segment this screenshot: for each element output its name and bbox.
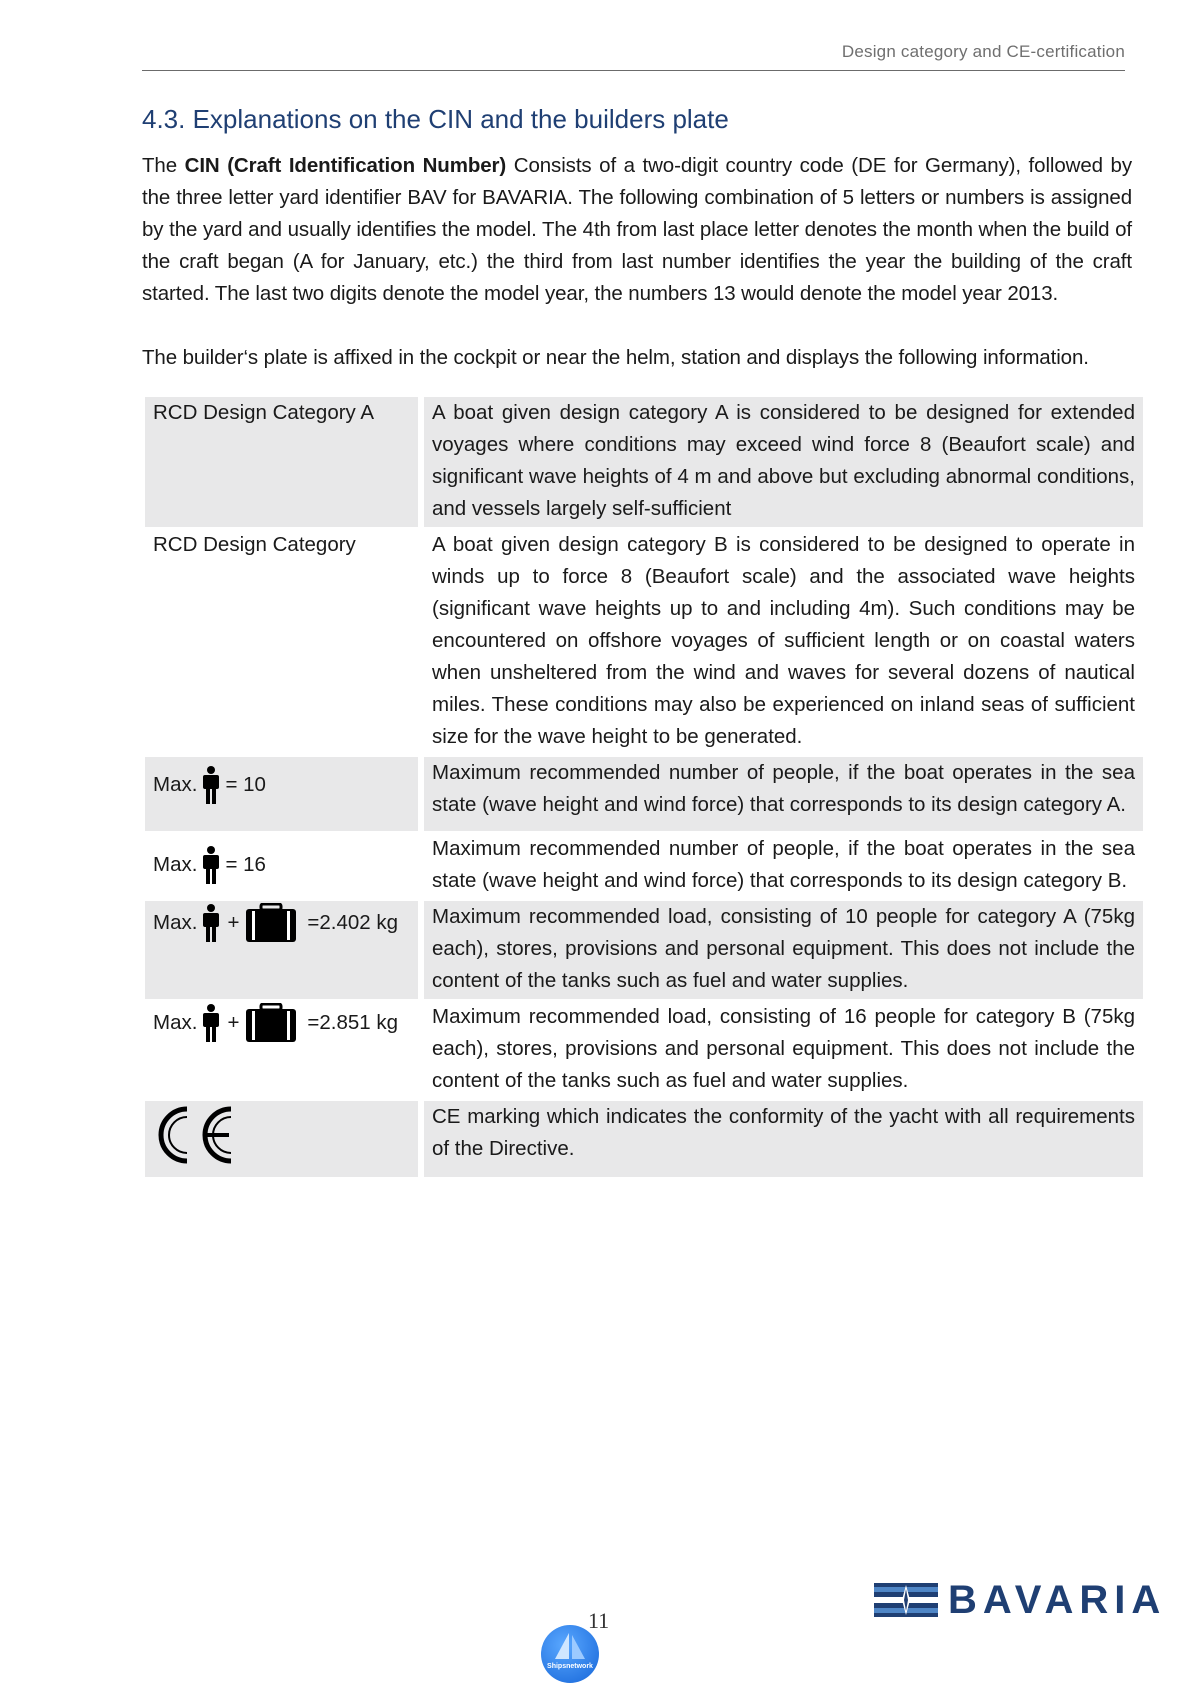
section-title: 4.3. Explanations on the CIN and the builders plate	[142, 104, 729, 134]
page-number: 11	[588, 1608, 610, 1633]
bavaria-logo	[874, 1580, 1166, 1620]
max-value: =2.851 kg	[307, 1011, 399, 1034]
row-label: RCD Design Category A	[145, 397, 424, 527]
cin-lead: The	[142, 154, 185, 177]
person-icon	[201, 904, 221, 942]
cin-paragraph	[142, 150, 1132, 310]
cin-term: CIN (Craft Identification Number)	[184, 154, 507, 177]
cin-text: Consists of a two-digit country code (DE for Germany), followed by the three letter yard identifier BAV for BAVARIA. The following combination of 5 letters or numbers is assigned by the yard and usually identifies the model. The 4th from last place letter denotes the month when the build of the craft began (A for January, etc.) the third from last number identifies the year the building of the craft started. The last two digits denote the model year, the numbers 13 would denote the model year 2013.	[142, 154, 1132, 305]
suitcase-icon	[245, 903, 297, 943]
bavaria-flag-icon	[874, 1583, 938, 1617]
max-label: Max.	[153, 853, 198, 876]
brand-name: BAVARIA	[948, 1578, 1167, 1622]
row-description: Maximum recommended load, consisting of 10 people for category A (75kg each), stores, provisions and personal equipment. This does not include the content of the tanks such as fuel and water supplies.	[424, 901, 1143, 999]
table-row	[145, 529, 1143, 755]
plus-sign: +	[227, 1011, 240, 1034]
person-icon	[201, 766, 221, 804]
suitcase-icon	[245, 1003, 297, 1043]
page-header	[142, 38, 1125, 71]
plus-sign: +	[227, 911, 240, 934]
ce-mark-icon	[153, 1105, 235, 1165]
row-description: Maximum recommended number of people, if the boat operates in the sea state (wave height and wind force) that corresponds to its design category A.	[424, 757, 1143, 831]
row-label	[145, 757, 424, 831]
sail-icon	[541, 1625, 599, 1683]
table-row	[145, 397, 1143, 527]
table-row	[145, 1101, 1143, 1177]
table-row	[145, 901, 1143, 999]
row-description: Maximum recommended number of people, if the boat operates in the sea state (wave height and wind force) that corresponds to its design category B.	[424, 833, 1143, 899]
row-label: RCD Design Category	[145, 529, 424, 755]
row-description: A boat given design category A is considered to be designed for extended voyages where conditions may exceed wind force 8 (Beaufort scale) and significant wave heights of 4 m and above but excluding abnormal conditions, and vessels largely self-sufficient	[424, 397, 1143, 527]
row-label	[145, 833, 424, 899]
max-value: = 10	[225, 773, 266, 796]
row-description: CE marking which indicates the conformity of the yacht with all requirements of the Directive.	[424, 1101, 1143, 1177]
row-label	[145, 1001, 424, 1099]
max-value: =2.402 kg	[307, 911, 399, 934]
row-description: A boat given design category B is considered to be designed to operate in winds up to force 8 (Beaufort scale) and the associated wave heights (significant wave heights up to and including 4m). Such conditions may be encountered on offshore voyages of sufficient length or on coastal waters when unsheltered from the wind and waves for several dozens of nautical miles. These conditions may also be experienced on inland seas of sufficient size for the wave height to be generated.	[424, 529, 1143, 755]
plate-intro: The builder‘s plate is affixed in the cockpit or near the helm, station and displays the following information.	[142, 346, 1089, 369]
table-row	[145, 757, 1143, 831]
table-row	[145, 833, 1143, 899]
person-icon	[201, 846, 221, 884]
builders-plate-table	[145, 395, 1143, 1179]
shipsnetwork-watermark	[541, 1625, 599, 1683]
max-label: Max.	[153, 1011, 198, 1034]
header-text: Design category and CE-certification	[841, 42, 1125, 61]
person-icon	[201, 1004, 221, 1042]
max-label: Max.	[153, 773, 198, 796]
row-label	[145, 901, 424, 999]
watermark-text: Shipsnetwork	[547, 1663, 593, 1670]
row-label	[145, 1101, 424, 1177]
max-value: = 16	[225, 853, 266, 876]
row-description: Maximum recommended load, consisting of 16 people for category B (75kg each), stores, provisions and personal equipment. This does not include the content of the tanks such as fuel and water supplies.	[424, 1001, 1143, 1099]
max-label: Max.	[153, 911, 198, 934]
table-row	[145, 1001, 1143, 1099]
